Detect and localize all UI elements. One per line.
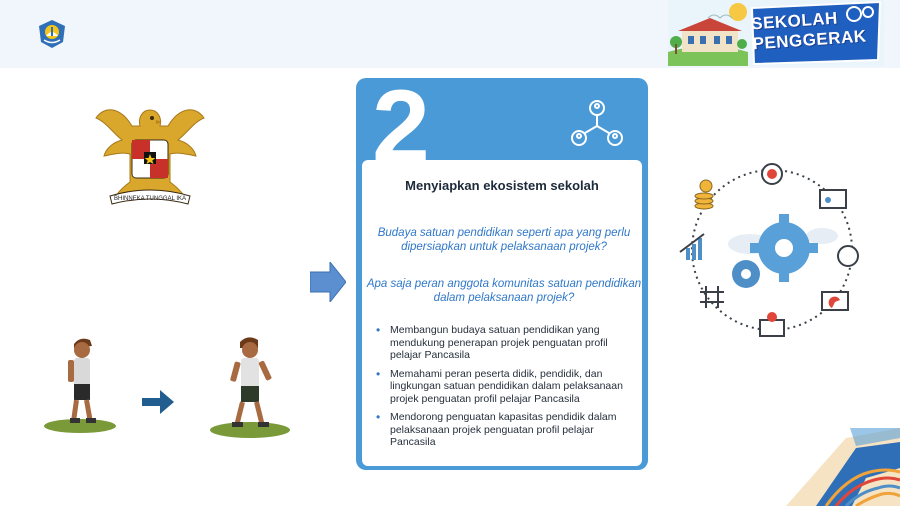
banner-line-1: SEKOLAH	[750, 8, 839, 34]
people-network-icon	[565, 98, 629, 150]
svg-text:2: 2	[372, 78, 430, 168]
garuda-motto: BHINNEKA TUNGGAL IKA	[113, 196, 187, 202]
corner-decoration	[786, 428, 900, 506]
arrow-right-icon	[310, 262, 346, 302]
gear-ecosystem-icon	[672, 152, 872, 348]
banner-line-2: PENGGERAK	[752, 26, 868, 54]
bullet-list	[374, 324, 640, 455]
boy-illustration-right	[210, 330, 294, 440]
step-number	[370, 78, 470, 168]
bullet-item: • Membangun budaya satuan pendidikan yang mendukung penerapan projek penguatan profil pelajar Pancasila	[374, 324, 640, 362]
question-2: Apa saja peran anggota komunitas satuan pendidikan dalam pelaksanaan projek?	[366, 278, 642, 304]
tut-wuri-handayani-logo	[36, 18, 68, 50]
arrow-right-small-icon	[142, 390, 174, 414]
boy-illustration-left	[44, 330, 120, 436]
bullet-item: • Memahami peran peserta didik, pendidik, dan lingkungan satuan pendidikan dalam pelaksanaan projek penguatan profil pelajar Pancasila	[374, 368, 640, 406]
garuda-pancasila-emblem	[92, 96, 208, 212]
card-title: Menyiapkan ekosistem sekolah	[405, 178, 599, 193]
sekolah-penggerak-text	[751, 6, 882, 59]
bullet-item: • Mendorong penguatan kapasitas pendidik dalam pelaksanaan projek penguatan profil pelajar Pancasila	[374, 411, 640, 449]
question-1: Budaya satuan pendidikan seperti apa yang perlu dipersiapkan untuk pelaksanaan projek?	[377, 227, 631, 253]
